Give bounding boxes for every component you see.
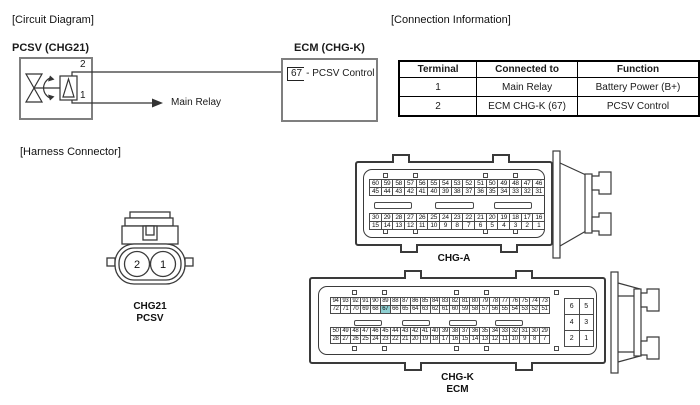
pin-50: 50	[330, 327, 341, 336]
ecm-pin-number: 67	[287, 67, 304, 81]
main-relay-label: Main Relay	[171, 97, 222, 108]
pin-30: 30	[369, 213, 382, 222]
pin-71: 71	[340, 305, 351, 314]
pin-85: 85	[420, 297, 431, 306]
pin-45: 45	[369, 187, 382, 196]
chg-k-connector	[309, 277, 606, 364]
connector-left-wing	[107, 258, 115, 266]
pin-74: 74	[529, 297, 540, 306]
chg-k-sub-label: ECM	[446, 384, 469, 395]
chg-a-side-view	[550, 145, 620, 265]
chg-k-side-bar	[634, 289, 641, 356]
pin-48: 48	[350, 327, 361, 336]
pin-37: 37	[459, 327, 470, 336]
chg-a-clip	[513, 173, 518, 178]
pin-51: 51	[539, 305, 550, 314]
chg-a-bottom-tab	[400, 244, 418, 253]
pin-78: 78	[489, 297, 500, 306]
pin-41: 41	[416, 187, 429, 196]
chg-k-label: CHG-K	[441, 372, 474, 383]
pin-17: 17	[439, 335, 450, 344]
pin-53: 53	[451, 179, 464, 188]
pin-84: 84	[430, 297, 441, 306]
pin-61: 61	[439, 305, 450, 314]
pin-42: 42	[404, 187, 417, 196]
chg-a-side-bar	[585, 174, 592, 233]
chg-k-clip	[484, 290, 489, 295]
pin-49: 49	[340, 327, 351, 336]
chg-a-label: CHG-A	[437, 253, 471, 264]
pin-25: 25	[360, 335, 371, 344]
pin-50: 50	[486, 179, 499, 188]
pin-86: 86	[410, 297, 421, 306]
pin-38: 38	[449, 327, 460, 336]
chg-a-slot	[435, 202, 474, 209]
chg-a-top-tab	[492, 154, 510, 163]
pin-90: 90	[370, 297, 381, 306]
pin-55: 55	[499, 305, 510, 314]
pin-21: 21	[474, 213, 487, 222]
chg-a-clip	[483, 173, 488, 178]
pin-60: 60	[369, 179, 382, 188]
pin-15: 15	[459, 335, 470, 344]
pin-23: 23	[451, 213, 464, 222]
pin-26: 26	[350, 335, 361, 344]
cell-function-1: Battery Power (B+)	[577, 78, 699, 97]
pin-83: 83	[439, 297, 450, 306]
connector-center-latch-inner	[146, 226, 154, 235]
pin-65: 65	[400, 305, 411, 314]
pin-12: 12	[489, 335, 500, 344]
pin-6: 6	[474, 221, 487, 230]
pin-6: 6	[564, 298, 580, 315]
pin-92: 92	[350, 297, 361, 306]
chg-k-side-line	[618, 283, 640, 289]
pin-69: 69	[360, 305, 371, 314]
pin-81: 81	[459, 297, 470, 306]
pin-93: 93	[340, 297, 351, 306]
chg-a-pin-grid-bottom	[369, 213, 545, 230]
chg-k-side-line	[618, 356, 640, 362]
pin-87: 87	[400, 297, 411, 306]
pin-4: 4	[497, 221, 510, 230]
pin-66: 66	[390, 305, 401, 314]
chg-k-pin-grid-top	[330, 297, 550, 314]
pin-38: 38	[451, 187, 464, 196]
pin-56: 56	[489, 305, 500, 314]
connector-upper-body	[125, 218, 173, 226]
main-relay-arrow-icon	[152, 99, 163, 108]
cell-function-2: PCSV Control	[577, 97, 699, 117]
pin-9: 9	[519, 335, 530, 344]
pin-57: 57	[479, 305, 490, 314]
pin-10: 10	[509, 335, 520, 344]
pin-44: 44	[390, 327, 401, 336]
pin-70: 70	[350, 305, 361, 314]
chg-k-clip	[484, 346, 489, 351]
pin-36: 36	[469, 327, 480, 336]
pin-13: 13	[479, 335, 490, 344]
harness-pin-2-label: 2	[133, 259, 141, 271]
pin-40: 40	[430, 327, 441, 336]
pin-39: 39	[439, 327, 450, 336]
pin-60: 60	[449, 305, 460, 314]
col-header-function: Function	[577, 61, 699, 78]
pin-47: 47	[360, 327, 371, 336]
pin-18: 18	[430, 335, 441, 344]
chg-a-clip	[383, 173, 388, 178]
chg-a-bottom-tab	[500, 244, 518, 253]
pin-2: 2	[564, 330, 580, 347]
pin-34: 34	[497, 187, 510, 196]
chg-k-slot	[354, 320, 382, 326]
chg-k-clip	[352, 290, 357, 295]
pin-25: 25	[427, 213, 440, 222]
pin-41: 41	[420, 327, 431, 336]
pin-67: 67	[380, 305, 391, 314]
chg-k-bottom-tab	[515, 362, 533, 371]
pin-17: 17	[521, 213, 534, 222]
pin-28: 28	[330, 335, 341, 344]
pin-52: 52	[529, 305, 540, 314]
pin-77: 77	[499, 297, 510, 306]
pin-36: 36	[474, 187, 487, 196]
pin-31: 31	[532, 187, 545, 196]
pin-51: 51	[474, 179, 487, 188]
pin-46: 46	[532, 179, 545, 188]
chg-a-side-bottom-hook	[592, 213, 611, 235]
wire-1-terminal-label: 1	[80, 90, 86, 101]
pin-76: 76	[509, 297, 520, 306]
pin-58: 58	[469, 305, 480, 314]
pin-33: 33	[499, 327, 510, 336]
pin-16: 16	[449, 335, 460, 344]
pin-40: 40	[427, 187, 440, 196]
connection-table-header-row	[399, 61, 699, 78]
pin-1: 1	[579, 330, 595, 347]
pin-18: 18	[509, 213, 522, 222]
harness-connector-name: CHG21	[133, 301, 167, 312]
harness-component-name: PCSV	[136, 313, 164, 324]
pin-88: 88	[390, 297, 401, 306]
pin-16: 16	[532, 213, 545, 222]
pin-32: 32	[509, 327, 520, 336]
chg-k-side-flange	[611, 272, 618, 373]
pin-55: 55	[427, 179, 440, 188]
pin-94: 94	[330, 297, 341, 306]
pin-26: 26	[416, 213, 429, 222]
cell-connected-1: Main Relay	[477, 78, 578, 97]
pin-49: 49	[497, 179, 510, 188]
pin-57: 57	[404, 179, 417, 188]
pin-59: 59	[381, 179, 394, 188]
chg-k-side-top-hook	[641, 289, 659, 311]
cell-terminal-1: 1	[399, 78, 477, 97]
pin-56: 56	[416, 179, 429, 188]
chg-k-slot	[402, 320, 430, 326]
pin-21: 21	[400, 335, 411, 344]
ecm-component-title: ECM (CHG-K)	[294, 42, 365, 54]
pin-1: 1	[532, 221, 545, 230]
pin-35: 35	[486, 187, 499, 196]
pin-3: 3	[579, 314, 595, 331]
pin-5: 5	[579, 298, 595, 315]
pin-29: 29	[539, 327, 550, 336]
pin-9: 9	[439, 221, 452, 230]
chg-k-clip	[382, 346, 387, 351]
table-row	[399, 78, 699, 97]
pin-27: 27	[404, 213, 417, 222]
pin-46: 46	[370, 327, 381, 336]
chg-k-side-pin-grid	[564, 298, 594, 347]
cell-connected-2: ECM CHG-K (67)	[477, 97, 578, 117]
pin-68: 68	[370, 305, 381, 314]
chg-a-slot	[494, 202, 532, 209]
harness-connector-section-label: [Harness Connector]	[20, 146, 121, 158]
chg-k-clip	[454, 290, 459, 295]
chg-a-clip	[413, 173, 418, 178]
pin-11: 11	[499, 335, 510, 344]
chg-a-side-line	[560, 231, 586, 246]
pin-10: 10	[427, 221, 440, 230]
pin-44: 44	[381, 187, 394, 196]
pin-37: 37	[462, 187, 475, 196]
pin-14: 14	[381, 221, 394, 230]
chg-k-clip	[554, 290, 559, 295]
pin-48: 48	[509, 179, 522, 188]
table-row	[399, 97, 699, 117]
pin-19: 19	[420, 335, 431, 344]
pin-62: 62	[430, 305, 441, 314]
pin-20: 20	[410, 335, 421, 344]
pin-80: 80	[469, 297, 480, 306]
solenoid-triangle-icon	[63, 79, 74, 97]
pin-64: 64	[410, 305, 421, 314]
pin-82: 82	[449, 297, 460, 306]
pin-22: 22	[390, 335, 401, 344]
pin-54: 54	[439, 179, 452, 188]
pin-22: 22	[462, 213, 475, 222]
pin-8: 8	[451, 221, 464, 230]
pin-13: 13	[392, 221, 405, 230]
pin-32: 32	[521, 187, 534, 196]
pin-20: 20	[486, 213, 499, 222]
pin-14: 14	[469, 335, 480, 344]
connection-information-section-label: [Connection Information]	[391, 14, 511, 26]
pin-5: 5	[486, 221, 499, 230]
connector-top-latch	[130, 212, 170, 218]
harness-connector-drawing	[100, 205, 200, 305]
chg-a-side-line	[560, 163, 586, 175]
cell-terminal-2: 2	[399, 97, 477, 117]
chg-k-top-tab	[404, 270, 422, 279]
pin-72: 72	[330, 305, 341, 314]
pin-15: 15	[369, 221, 382, 230]
wire-2-terminal-label: 2	[80, 59, 86, 70]
pin-34: 34	[489, 327, 500, 336]
chg-a-side-flange	[553, 151, 560, 258]
connection-table	[398, 60, 700, 117]
pin-42: 42	[410, 327, 421, 336]
ecm-box	[281, 58, 378, 122]
pin-19: 19	[497, 213, 510, 222]
pin-11: 11	[416, 221, 429, 230]
pin-28: 28	[392, 213, 405, 222]
pin-24: 24	[439, 213, 452, 222]
pin-79: 79	[479, 297, 490, 306]
pin-12: 12	[404, 221, 417, 230]
wire-2	[72, 72, 281, 76]
pin-8: 8	[529, 335, 540, 344]
pcsv-component-title: PCSV (CHG21)	[12, 42, 90, 54]
pin-58: 58	[392, 179, 405, 188]
connector-right-wing	[185, 258, 193, 266]
pin-30: 30	[529, 327, 540, 336]
chg-k-bottom-tab	[404, 362, 422, 371]
chg-a-top-tab	[392, 154, 410, 163]
pin-52: 52	[462, 179, 475, 188]
pin-53: 53	[519, 305, 530, 314]
chg-k-side-bottom-hook	[641, 337, 659, 359]
chg-k-slot	[495, 320, 523, 326]
chg-k-slot	[449, 320, 477, 326]
chg-k-clip	[454, 346, 459, 351]
pin-24: 24	[370, 335, 381, 344]
pin-29: 29	[381, 213, 394, 222]
chg-k-pin-grid-bottom	[330, 327, 550, 344]
pin-59: 59	[459, 305, 470, 314]
chg-k-clip	[352, 346, 357, 351]
pin-43: 43	[400, 327, 411, 336]
pin-33: 33	[509, 187, 522, 196]
pin-39: 39	[439, 187, 452, 196]
harness-pin-1-label: 1	[159, 259, 167, 271]
pin-4: 4	[564, 314, 580, 331]
pin-54: 54	[509, 305, 520, 314]
chg-k-side-view	[606, 265, 666, 380]
pin-2: 2	[521, 221, 534, 230]
pin-45: 45	[380, 327, 391, 336]
pin-7: 7	[462, 221, 475, 230]
pin-47: 47	[521, 179, 534, 188]
pin-73: 73	[539, 297, 550, 306]
col-header-terminal: Terminal	[399, 61, 477, 78]
pin-23: 23	[380, 335, 391, 344]
pin-27: 27	[340, 335, 351, 344]
pin-3: 3	[509, 221, 522, 230]
pin-63: 63	[420, 305, 431, 314]
pin-35: 35	[479, 327, 490, 336]
chg-k-clip	[382, 290, 387, 295]
col-header-connected-to: Connected to	[477, 61, 578, 78]
pin-31: 31	[519, 327, 530, 336]
chg-a-side-top-hook	[592, 172, 611, 194]
pin-43: 43	[392, 187, 405, 196]
pin-91: 91	[360, 297, 371, 306]
chg-k-clip	[554, 346, 559, 351]
chg-a-connector	[355, 161, 553, 246]
chg-a-slot	[374, 202, 412, 209]
chg-k-top-tab	[515, 270, 533, 279]
pin-89: 89	[380, 297, 391, 306]
chg-a-pin-grid-top	[369, 179, 545, 196]
pin-75: 75	[519, 297, 530, 306]
pin-7: 7	[539, 335, 550, 344]
ecm-pin-function: - PCSV Control	[306, 68, 375, 79]
circuit-diagram-section-label: [Circuit Diagram]	[12, 14, 94, 26]
